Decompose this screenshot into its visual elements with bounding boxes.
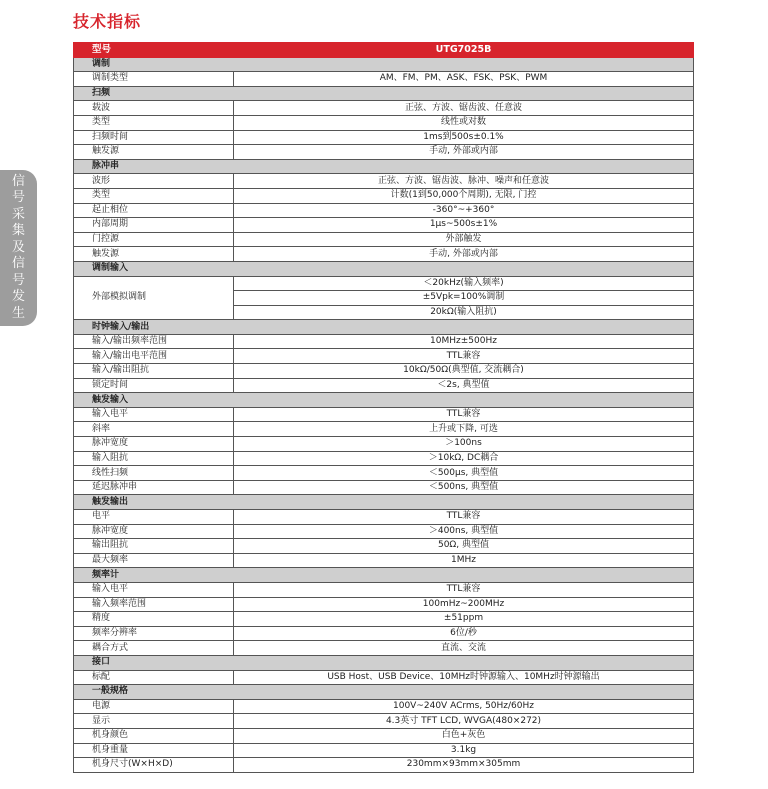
row-value: TTL兼容 — [234, 349, 694, 364]
row-value: 100mHz~200MHz — [234, 597, 694, 612]
row-label: 触发源 — [74, 145, 234, 160]
row-value: TTL兼容 — [234, 582, 694, 597]
side-tab-char: 信 — [11, 173, 25, 189]
row-label: 触发源 — [74, 247, 234, 262]
table-row — [74, 247, 694, 262]
row-label: 机身尺寸(W×H×D) — [74, 758, 234, 773]
table-row — [74, 480, 694, 495]
row-label: 起止相位 — [74, 203, 234, 218]
row-label: 输入电平 — [74, 582, 234, 597]
section-header-row — [74, 261, 694, 276]
section-title: 扫频 — [74, 86, 694, 101]
section-title: 一般规格 — [74, 685, 694, 700]
row-label: 内部周期 — [74, 218, 234, 233]
row-value: 手动, 外部或内部 — [234, 145, 694, 160]
row-label: 机身重量 — [74, 743, 234, 758]
table-row — [74, 422, 694, 437]
row-value: 手动, 外部或内部 — [234, 247, 694, 262]
table-row — [74, 626, 694, 641]
section-header-row — [74, 57, 694, 72]
row-value: ＜2s, 典型值 — [234, 378, 694, 393]
row-value: TTL兼容 — [234, 510, 694, 525]
row-value: 6位/秒 — [234, 626, 694, 641]
row-label: 频率分辨率 — [74, 626, 234, 641]
row-label: 类型 — [74, 188, 234, 203]
row-label: 耦合方式 — [74, 641, 234, 656]
section-title: 调制 — [74, 57, 694, 72]
table-row — [74, 203, 694, 218]
row-value: 1ms到500s±0.1% — [234, 130, 694, 145]
row-label: 输入频率范围 — [74, 597, 234, 612]
row-label: 调制类型 — [74, 72, 234, 87]
row-value: USB Host、USB Device、10MHz时钟源输入、10MHz时钟源输出 — [234, 670, 694, 685]
row-value: AM、FM、PM、ASK、FSK、PSK、PWM — [234, 72, 694, 87]
row-value: 正弦、方波、锯齿波、脉冲、噪声和任意波 — [234, 174, 694, 189]
row-label: 类型 — [74, 115, 234, 130]
table-row — [74, 597, 694, 612]
row-value: 20kΩ(输入阻抗) — [234, 305, 694, 320]
section-title: 接口 — [74, 655, 694, 670]
row-value: ＜500μs, 典型值 — [234, 466, 694, 481]
row-label: 斜率 — [74, 422, 234, 437]
side-tab-char: 号 — [11, 190, 25, 206]
row-value: ＞10kΩ, DC耦合 — [234, 451, 694, 466]
row-value: 100V~240V ACrms, 50Hz/60Hz — [234, 699, 694, 714]
side-tab-char: 信 — [11, 256, 25, 272]
row-value: 10MHz±500Hz — [234, 334, 694, 349]
row-value: -360°~+360° — [234, 203, 694, 218]
row-value: ＜500ns, 典型值 — [234, 480, 694, 495]
side-tab-char: 集 — [11, 223, 25, 239]
table-row — [74, 174, 694, 189]
row-label: 机身颜色 — [74, 728, 234, 743]
row-label: 延迟脉冲串 — [74, 480, 234, 495]
row-label: 锁定时间 — [74, 378, 234, 393]
row-label: 输入电平 — [74, 407, 234, 422]
row-label: 电平 — [74, 510, 234, 525]
row-value: 上升或下降, 可选 — [234, 422, 694, 437]
side-tab-char: 号 — [11, 272, 25, 288]
row-label: 脉冲宽度 — [74, 437, 234, 452]
table-row — [74, 72, 694, 87]
table-row — [74, 699, 694, 714]
row-value: 1MHz — [234, 553, 694, 568]
table-row — [74, 130, 694, 145]
side-tab-char: 采 — [11, 206, 25, 222]
table-row — [74, 539, 694, 554]
row-label: 线性扫频 — [74, 466, 234, 481]
table-row — [74, 641, 694, 656]
header-model: UTG7025B — [234, 43, 694, 58]
section-title: 脉冲串 — [74, 159, 694, 174]
row-value: 线性或对数 — [234, 115, 694, 130]
row-value: ±5Vpk=100%调制 — [234, 291, 694, 306]
table-row — [74, 451, 694, 466]
side-tab-char: 发 — [11, 289, 25, 305]
row-label: 输出阻抗 — [74, 539, 234, 554]
side-category-tab[interactable] — [0, 170, 37, 326]
table-row — [74, 101, 694, 116]
section-title: 频率计 — [74, 568, 694, 583]
row-value: 直流、交流 — [234, 641, 694, 656]
table-row — [74, 218, 694, 233]
row-label: 输入/输出频率范围 — [74, 334, 234, 349]
row-label: 门控源 — [74, 232, 234, 247]
table-row — [74, 188, 694, 203]
table-row — [74, 524, 694, 539]
section-header-row — [74, 655, 694, 670]
row-value: ＜20kHz(输入频率) — [234, 276, 694, 291]
side-tab-char: 及 — [11, 239, 25, 255]
row-label: 输入/输出电平范围 — [74, 349, 234, 364]
table-row — [74, 437, 694, 452]
row-label: 输入阻抗 — [74, 451, 234, 466]
row-value: ±51ppm — [234, 612, 694, 627]
table-row — [74, 364, 694, 379]
row-value: 3.1kg — [234, 743, 694, 758]
section-header-row — [74, 495, 694, 510]
table-row — [74, 728, 694, 743]
table-row — [74, 714, 694, 729]
side-tab-char: 生 — [11, 305, 25, 321]
row-value: 1μs~500s±1% — [234, 218, 694, 233]
row-label: 显示 — [74, 714, 234, 729]
table-header-row — [74, 43, 694, 58]
row-value: TTL兼容 — [234, 407, 694, 422]
section-title: 时钟输入/输出 — [74, 320, 694, 335]
table-row — [74, 232, 694, 247]
row-label: 精度 — [74, 612, 234, 627]
section-header-row — [74, 159, 694, 174]
row-label: 扫频时间 — [74, 130, 234, 145]
row-value: 外部触发 — [234, 232, 694, 247]
row-value: 4.3英寸 TFT LCD, WVGA(480×272) — [234, 714, 694, 729]
spec-table — [73, 42, 694, 773]
table-row — [74, 510, 694, 525]
table-row — [74, 407, 694, 422]
table-row — [74, 349, 694, 364]
row-label: 脉冲宽度 — [74, 524, 234, 539]
table-row — [74, 582, 694, 597]
section-header-row — [74, 320, 694, 335]
row-label: 外部模拟调制 — [74, 276, 234, 320]
table-row — [74, 115, 694, 130]
row-value: ＞100ns — [234, 437, 694, 452]
row-value: 10kΩ/50Ω(典型值, 交流耦合) — [234, 364, 694, 379]
section-header-row — [74, 393, 694, 408]
header-label: 型号 — [74, 43, 234, 58]
table-row — [74, 670, 694, 685]
row-value: ＞400ns, 典型值 — [234, 524, 694, 539]
table-row — [74, 553, 694, 568]
row-label: 输入/输出阻抗 — [74, 364, 234, 379]
section-title: 触发输出 — [74, 495, 694, 510]
section-header-row — [74, 685, 694, 700]
section-header-row — [74, 568, 694, 583]
table-row — [74, 276, 694, 291]
row-label: 最大频率 — [74, 553, 234, 568]
table-row — [74, 466, 694, 481]
row-value: 230mm×93mm×305mm — [234, 758, 694, 773]
row-value: 白色+灰色 — [234, 728, 694, 743]
row-label: 载波 — [74, 101, 234, 116]
table-row — [74, 743, 694, 758]
table-row — [74, 612, 694, 627]
row-value: 计数(1到50,000个周期), 无限, 门控 — [234, 188, 694, 203]
table-row — [74, 145, 694, 160]
section-title: 调制输入 — [74, 261, 694, 276]
row-label: 电源 — [74, 699, 234, 714]
page-title: 技术指标 — [73, 12, 142, 31]
row-value: 正弦、方波、锯齿波、任意波 — [234, 101, 694, 116]
table-row — [74, 378, 694, 393]
row-label: 波形 — [74, 174, 234, 189]
section-header-row — [74, 86, 694, 101]
table-row — [74, 758, 694, 773]
row-label: 标配 — [74, 670, 234, 685]
section-title: 触发输入 — [74, 393, 694, 408]
table-row — [74, 334, 694, 349]
row-value: 50Ω, 典型值 — [234, 539, 694, 554]
